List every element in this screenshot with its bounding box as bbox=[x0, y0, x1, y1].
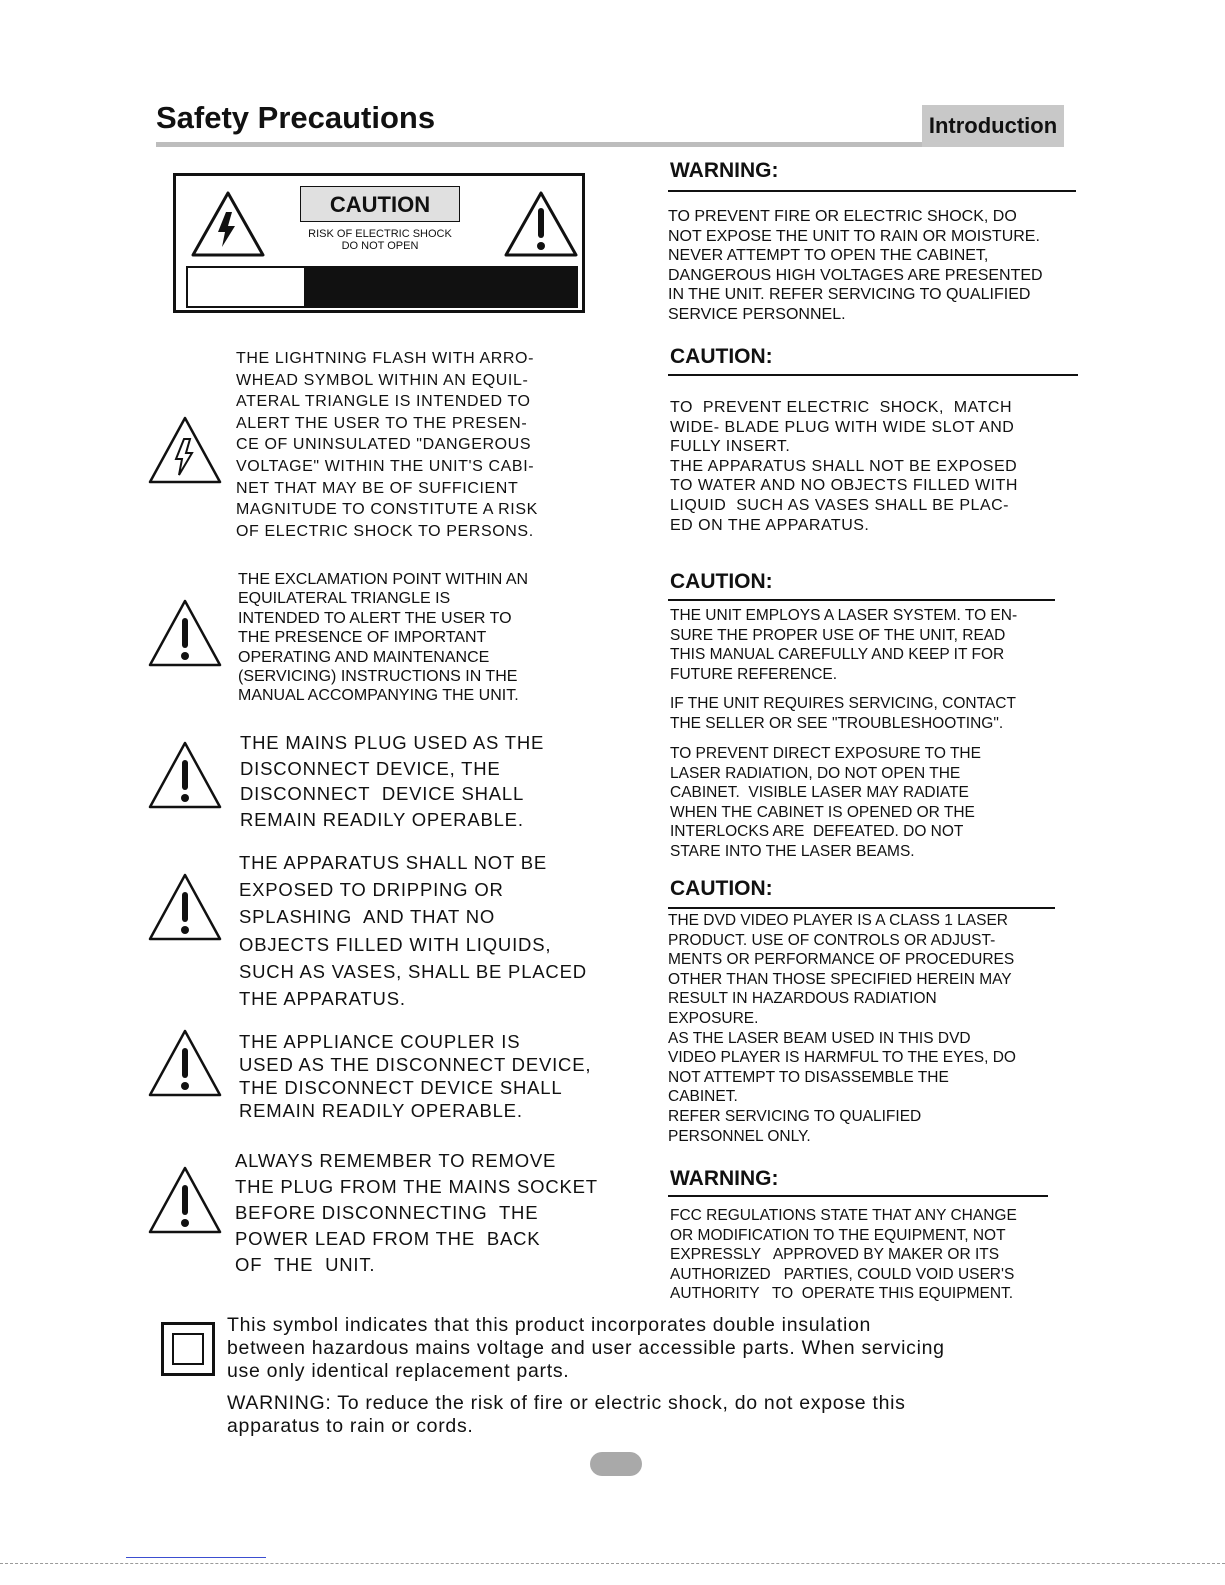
caution-subtext-line2: DO NOT OPEN bbox=[341, 240, 419, 252]
caution-bar-black bbox=[306, 266, 578, 308]
double-insulation-note: This symbol indicates that this product incorporates double insulation between hazardous mains voltage and user accessible parts. When servicing use only identical replacement parts. bbox=[227, 1314, 945, 1382]
warning-heading-1: WARNING: bbox=[670, 159, 779, 182]
header-rule bbox=[156, 142, 922, 147]
caution-text-3: THE DVD VIDEO PLAYER IS A CLASS 1 LASER PRODUCT. USE OF CONTROLS OR ADJUST- MENTS OR PERFORMANCE OF PROCEDURES OTHER THAN THOSE SPECIFIED HEREIN MAY RESULT IN HAZARDOUS RADIATION EXPOSURE. AS THE LASER BEAM USED IN THIS DVD VIDEO PLAYER IS HARMFUL TO THE EYES, DO NOT ATTEMPT TO DISASSEMBLE THE CABINET. REFER SERVICING TO QUALIFIED PERSONNEL ONLY. bbox=[668, 912, 1016, 1145]
footer-warning: WARNING: To reduce the risk of fire or electric shock, do not expose this apparatus to rain or cords. bbox=[227, 1392, 906, 1437]
dripping-note: THE APPARATUS SHALL NOT BE EXPOSED TO DRIPPING OR SPLASHING AND THAT NO OBJECTS FILLED WITH LIQUIDS, SUCH AS VASES, SHALL BE PLACED THE APPARATUS. bbox=[239, 852, 587, 1010]
warning-text-1: TO PREVENT FIRE OR ELECTRIC SHOCK, DO NOT EXPOSE THE UNIT TO RAIN OR MOISTURE. NEVER ATTEMPT TO OPEN THE CABINET, DANGEROUS HIGH VOLTAGES ARE PRESENTED IN THE UNIT. REFER SERVICING TO QUALIFIED SERVICE PERSONNEL. bbox=[668, 208, 1043, 323]
coupler-note: THE APPLIANCE COUPLER IS USED AS THE DISCONNECT DEVICE, THE DISCONNECT DEVICE SHALL REMAIN READILY OPERABLE. bbox=[239, 1031, 592, 1121]
exclamation-triangle-icon bbox=[147, 598, 223, 668]
exclamation-triangle-icon bbox=[147, 872, 223, 942]
caution-text-2c: TO PREVENT DIRECT EXPOSURE TO THE LASER RADIATION, DO NOT OPEN THE CABINET. VISIBLE LASER MAY RADIATE WHEN THE CABINET IS OPENED OR THE INTERLOCKS ARE DEFEATED. DO NOT STARE INTO THE LASER BEAMS. bbox=[670, 745, 981, 860]
caution-bar-white bbox=[186, 266, 306, 308]
exclamation-triangle-icon bbox=[147, 1028, 223, 1098]
lightning-triangle-icon bbox=[190, 190, 266, 258]
page-number-badge bbox=[590, 1452, 642, 1476]
exclamation-triangle-icon bbox=[147, 740, 223, 810]
caution-title: CAUTION bbox=[300, 186, 460, 222]
caution-text-2a: THE UNIT EMPLOYS A LASER SYSTEM. TO EN- SURE THE PROPER USE OF THE UNIT, READ THIS MANUAL CAREFULLY AND KEEP IT FOR FUTURE REFERENCE. bbox=[670, 607, 1018, 683]
lightning-note: THE LIGHTNING FLASH WITH ARRO- WHEAD SYMBOL WITHIN AN EQUIL- ATERAL TRIANGLE IS INTENDED TO ALERT THE USER TO THE PRESEN- CE OF UNINSULATED "DANGEROUS VOLTAGE" WITHIN THE UNIT'S CABI- NET THAT MAY BE OF SUFFICIENT MAGNITUDE TO CONSTITUTE A RISK OF ELECTRIC SHOCK TO PERSONS. bbox=[236, 350, 538, 540]
double-insulation-icon-inner bbox=[172, 1333, 204, 1365]
bottom-link-line bbox=[126, 1557, 266, 1558]
section-tab: Introduction bbox=[922, 105, 1064, 147]
exclamation-triangle-icon bbox=[147, 1165, 223, 1235]
caution-subtext-line1: RISK OF ELECTRIC SHOCK bbox=[308, 228, 452, 240]
caution-text-1: TO PREVENT ELECTRIC SHOCK, MATCH WIDE- BLADE PLUG WITH WIDE SLOT AND FULLY INSERT. THE APPARATUS SHALL NOT BE EXPOSED TO WATER AND NO OBJECTS FILLED WITH LIQUID SUCH AS VASES SHALL BE PLAC- ED ON THE APPARATUS. bbox=[670, 399, 1018, 534]
caution-heading-3: CAUTION: bbox=[670, 877, 773, 900]
warning-heading-2: WARNING: bbox=[670, 1167, 779, 1190]
remove-plug-note: ALWAYS REMEMBER TO REMOVE THE PLUG FROM THE MAINS SOCKET BEFORE DISCONNECTING THE POWER LEAD FROM THE BACK OF THE UNIT. bbox=[235, 1150, 598, 1275]
caution-text-2b: IF THE UNIT REQUIRES SERVICING, CONTACT THE SELLER OR SEE "TROUBLESHOOTING". bbox=[670, 695, 1016, 732]
exclamation-note: THE EXCLAMATION POINT WITHIN AN EQUILATERAL TRIANGLE IS INTENDED TO ALERT THE USER TO THE PRESENCE OF IMPORTANT OPERATING AND MAINTENANCE (SERVICING) INSTRUCTIONS IN THE MANUAL ACCOMPANYING THE UNIT. bbox=[238, 571, 529, 705]
warning-rule-1 bbox=[668, 190, 1076, 192]
exclamation-triangle-icon bbox=[503, 190, 579, 258]
caution-heading-2: CAUTION: bbox=[670, 570, 773, 593]
lightning-triangle-icon bbox=[147, 415, 223, 485]
caution-subtext bbox=[300, 228, 460, 252]
page-title: Safety Precautions bbox=[156, 100, 436, 135]
mains-plug-note: THE MAINS PLUG USED AS THE DISCONNECT DEVICE, THE DISCONNECT DEVICE SHALL REMAIN READILY OPERABLE. bbox=[240, 732, 545, 830]
warning-text-2: FCC REGULATIONS STATE THAT ANY CHANGE OR MODIFICATION TO THE EQUIPMENT, NOT EXPRESSLY APPROVED BY MAKER OR ITS AUTHORIZED PARTIES, COULD VOID USER'S AUTHORITY TO OPERATE THIS EQUIPMENT. bbox=[670, 1207, 1017, 1303]
caution-rule-1 bbox=[668, 374, 1078, 376]
caution-rule-3 bbox=[668, 907, 1055, 909]
caution-heading-1: CAUTION: bbox=[670, 345, 773, 368]
page-edge-dotted bbox=[0, 1563, 1225, 1564]
caution-rule-2 bbox=[668, 599, 1055, 601]
warning-rule-2 bbox=[668, 1195, 1048, 1197]
